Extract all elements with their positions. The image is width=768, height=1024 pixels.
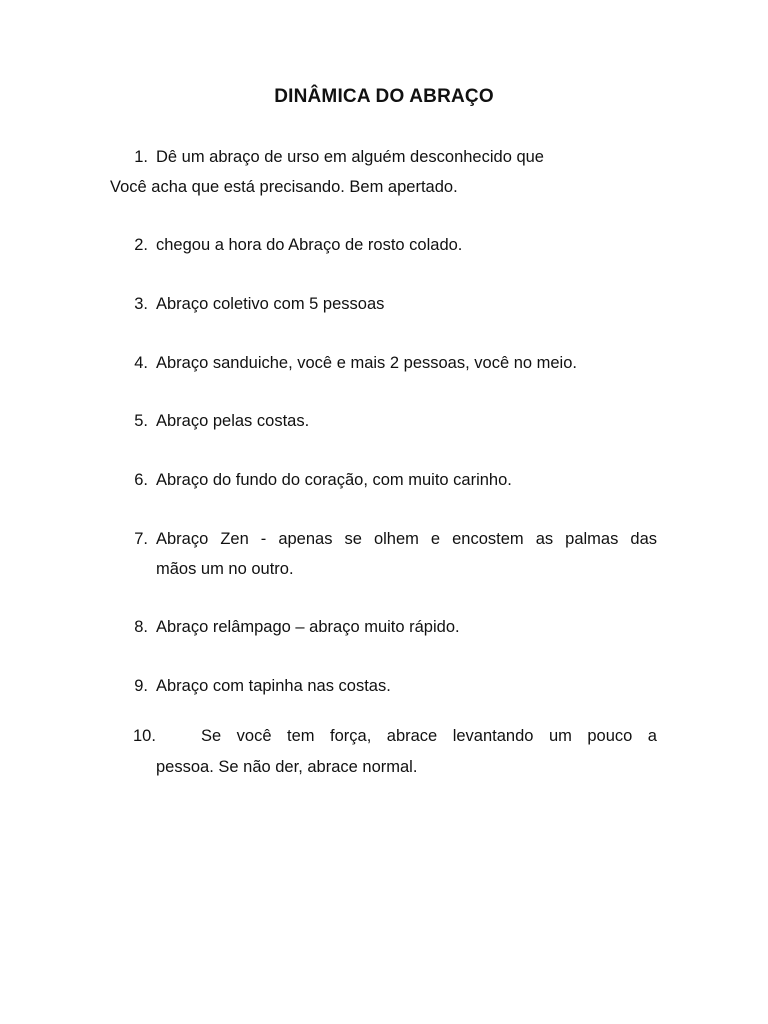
item-text: chegou a hora do Abraço de rosto colado. xyxy=(156,236,463,254)
item-text: Abraço Zen - apenas se olhem e encostem as palmas das xyxy=(156,530,657,548)
item-number: 4. xyxy=(134,354,148,372)
item-number: 1. xyxy=(134,148,148,166)
item-text: Abraço pelas costas. xyxy=(156,412,310,430)
item-text: Dê um abraço de urso em alguém desconhecido que xyxy=(156,148,544,166)
item-text: Abraço sanduiche, você e mais 2 pessoas, você no meio. xyxy=(156,354,577,372)
item-number: 10. xyxy=(133,727,156,745)
item-text-continued: mãos um no outro. xyxy=(156,560,294,578)
item-text: Abraço do fundo do coração, com muito carinho. xyxy=(156,471,512,489)
item-number: 6. xyxy=(134,471,148,489)
item-number: 5. xyxy=(134,412,148,430)
item-text-continued: pessoa. Se não der, abrace normal. xyxy=(156,758,418,776)
item-number: 3. xyxy=(134,295,148,313)
item-text: Abraço relâmpago – abraço muito rápido. xyxy=(156,618,460,636)
item-text: Abraço coletivo com 5 pessoas xyxy=(156,295,385,313)
item-text-continued: Você acha que está precisando. Bem apertado. xyxy=(110,178,458,196)
item-text: Se você tem força, abrace levantando um pouco a xyxy=(201,727,657,745)
item-number: 9. xyxy=(134,677,148,695)
item-text: Abraço com tapinha nas costas. xyxy=(156,677,391,695)
item-number: 8. xyxy=(134,618,148,636)
item-number: 2. xyxy=(134,236,148,254)
document-title: DINÂMICA DO ABRAÇO xyxy=(274,86,494,107)
item-number: 7. xyxy=(134,530,148,548)
